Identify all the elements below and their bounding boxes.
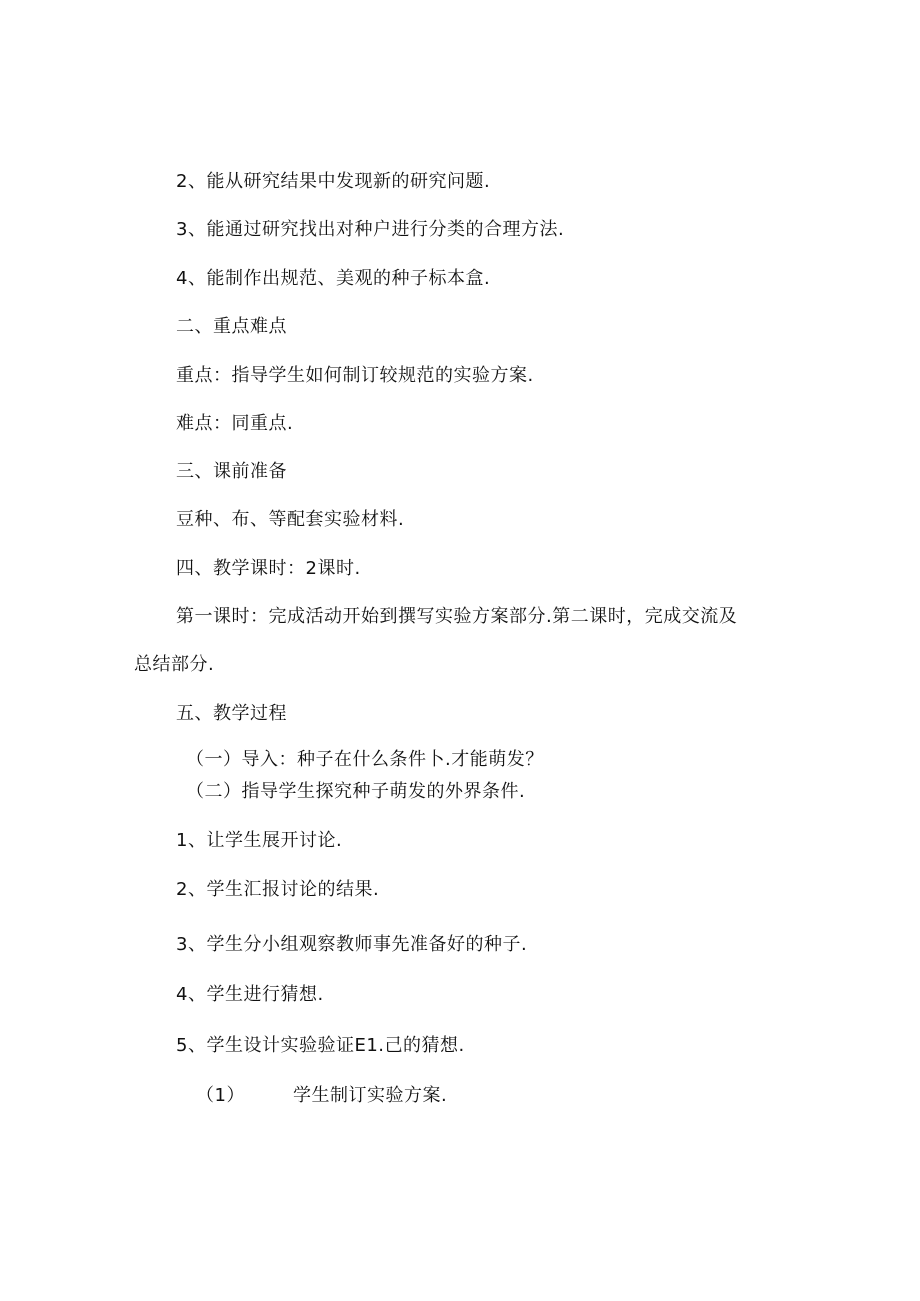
section-heading-3: 三、课前准备 <box>176 461 287 482</box>
subsection-1: （一）导入：种子在什么条件卜.才能萌发？ <box>186 749 544 770</box>
section-heading-5: 五、教学过程 <box>176 703 287 724</box>
substep-1 <box>196 1084 447 1108</box>
step-1: 1、让学生展开讨论. <box>176 830 343 851</box>
objective-4: 4、能制作出规范、美观的种子标本盒. <box>176 268 491 289</box>
materials-line: 豆种、布、等配套实验材料. <box>176 509 405 530</box>
key-point: 重点：指导学生如何制订较规范的实验方案. <box>176 365 534 386</box>
step-4: 4、学生进行猜想. <box>176 984 324 1005</box>
step-5: 5、学生设计实验验证E1.己的猜想. <box>176 1035 465 1056</box>
subsection-2: （二）指导学生探究种子萌发的外界条件. <box>186 781 526 802</box>
step-2: 2、学生汇报讨论的结果. <box>176 879 380 900</box>
substep-marker: （1） <box>196 1085 245 1106</box>
difficult-point: 难点：同重点. <box>176 413 294 434</box>
objective-3: 3、能通过研究找出对种户进行分类的合理方法. <box>176 219 565 240</box>
step-3: 3、学生分小组观察教师事先准备好的种子. <box>176 934 528 955</box>
substep-text: 学生制订实验方案. <box>292 1085 448 1106</box>
section-heading-2: 二、重点难点 <box>176 316 287 337</box>
section-heading-4: 四、教学课时：2课时. <box>176 558 361 579</box>
lesson-plan-line: 第一课时：完成活动开始到撰写实验方案部分.第二课时，完成交流及 <box>176 606 738 627</box>
objective-2: 2、能从研究结果中发现新的研究问题. <box>176 171 491 192</box>
lesson-plan-line-cont: 总结部分. <box>134 654 215 675</box>
